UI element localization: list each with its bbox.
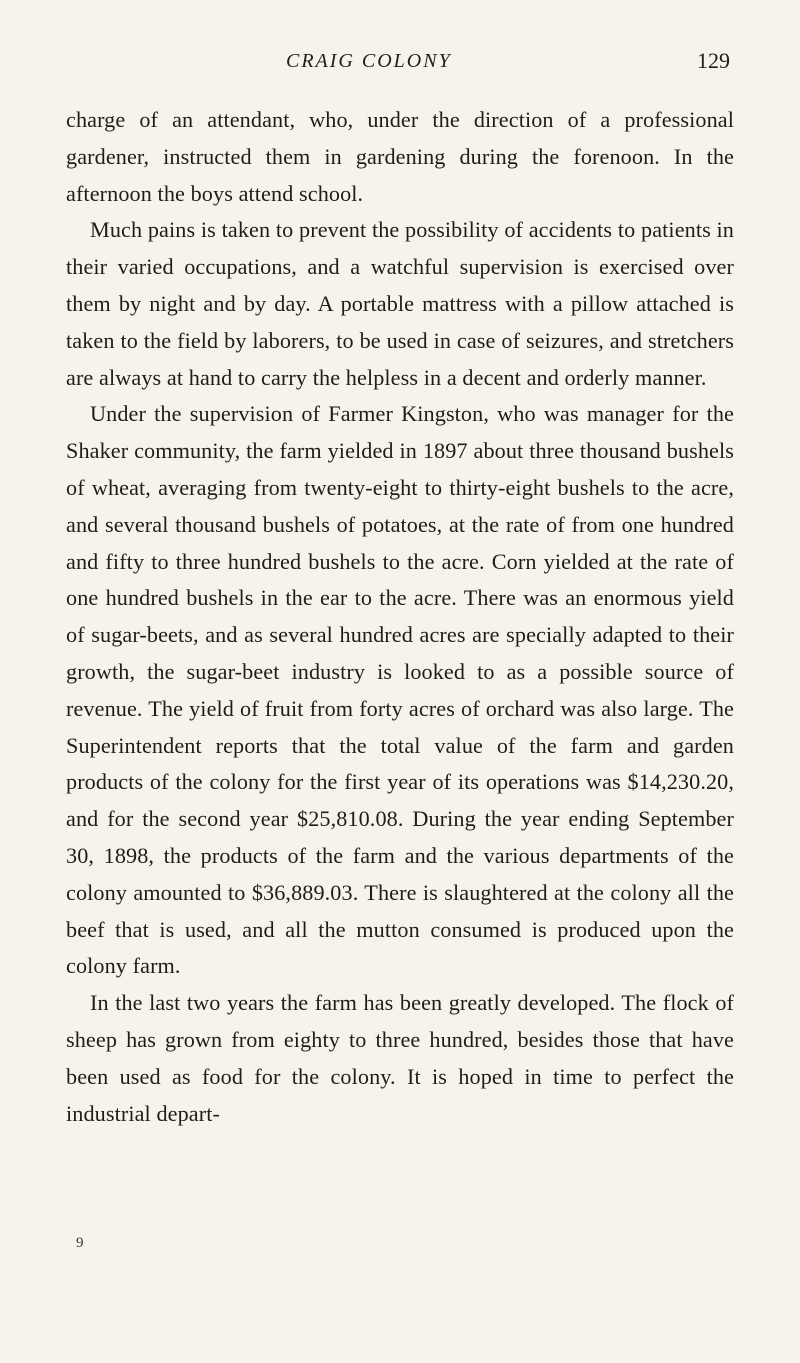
body-text: [66, 102, 734, 1132]
page-number: 129: [697, 48, 730, 73]
paragraph-3: Under the supervision of Farmer Kingston, who was manager for the Shaker community, the farm yielded in 1897 about three thousand bushels of wheat, averaging from twenty-eight to thirty-eight bushels to the acre, and several thousand bushels of potatoes, at the rate of from one hundred and fifty to three hundred bushels to the acre. Corn yielded at the rate of one hundred bushels in the ear to the acre. There was an enormous yield of sugar-beets, and as several hundred acres are specially adapted to their growth, the sugar-beet industry is looked to as a possible source of revenue. The yield of fruit from forty acres of orchard was also large. The Superintendent reports that the total value of the farm and garden products of the colony for the first year of its operations was $14,230.20, and for the second year $25,810.08. During the year ending September 30, 1898, the products of the farm and the various departments of the colony amounted to $36,889.03. There is slaughtered at the colony all the beef that is used, and all the mutton consumed is produced upon the colony farm.: [66, 401, 734, 979]
running-head: [66, 50, 770, 80]
paragraph-1: charge of an attendant, who, under the direction of a professional gardener, instructed them in gardening during the forenoon. In the afternoon the boys attend school.: [66, 107, 734, 206]
signature-mark: 9: [76, 1235, 84, 1251]
running-title: CRAIG COLONY: [286, 50, 452, 72]
paragraph-4: In the last two years the farm has been greatly developed. The flock of sheep has grown from eighty to three hundred, besides those that have been used as food for the colony. It is hoped in time to perfect the industrial depart-: [66, 990, 734, 1126]
paragraph-2: Much pains is taken to prevent the possibility of accidents to patients in their varied occupations, and a watchful supervision is exercised over them by night and by day. A portable mattress with a pillow attached is taken to the field by laborers, to be used in case of seizures, and stretchers are always at hand to carry the helpless in a decent and orderly manner.: [66, 217, 734, 390]
